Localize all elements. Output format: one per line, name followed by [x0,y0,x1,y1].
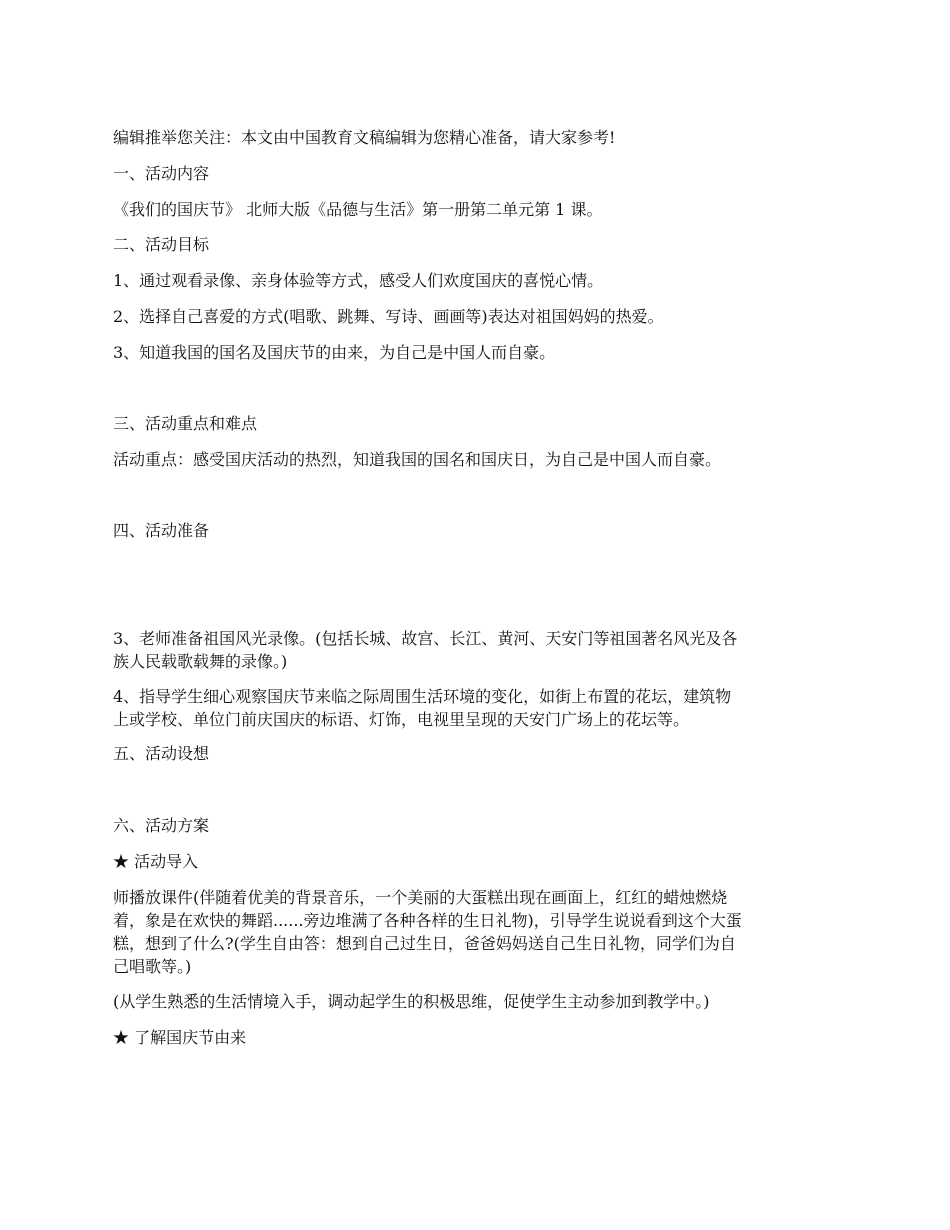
section-heading-content: 一、活动内容 [113,164,210,183]
plan-paragraph-1-line-2: 着，象是在欢快的舞蹈......旁边堆满了各种各样的生日礼物)，引导学生说说看到这个大蛋 [113,911,742,930]
goal-item-1: 1、通过观看录像、亲身体验等方式，感受人们欢度国庆的喜悦心情。 [113,271,604,290]
key-points-text: 活动重点：感受国庆活动的热烈，知道我国的国名和国庆日，为自己是中国人而自豪。 [113,450,722,469]
section-heading-plan: 六、活动方案 [113,816,210,835]
section-heading-goals: 二、活动目标 [113,235,210,254]
plan-paragraph-1-line-1: 师播放课件(伴随着优美的背景音乐，一个美丽的大蛋糕出现在画面上，红红的蜡烛燃烧 [113,888,728,907]
section-heading-key-points: 三、活动重点和难点 [113,414,258,433]
goal-item-3: 3、知道我国的国名及国庆节的由来，为自己是中国人而自豪。 [113,343,556,362]
subheading-intro-activity: ★ 活动导入 [113,852,199,871]
intro-text: 编辑推举您关注：本文由中国教育文稿编辑为您精心准备，请大家参考! [113,128,616,147]
preparation-item-3-line-1: 3、老师准备祖国风光录像。(包括长城、故宫、长江、黄河、天安门等祖国著名风光及各 [113,629,738,648]
preparation-item-4-line-2: 上或学校、单位门前庆国庆的标语、灯饰，电视里呈现的天安门广场上的花坛等。 [113,710,690,729]
section-heading-preparation: 四、活动准备 [113,521,210,540]
section-text-content: 《我们的国庆节》 北师大版《品德与生活》第一册第二单元第 1 课。 [113,200,603,219]
subheading-national-day-origin: ★ 了解国庆节由来 [113,1028,247,1047]
preparation-item-4-line-1: 4、指导学生细心观察国庆节来临之际周围生活环境的变化，如街上布置的花坛，建筑物 [113,687,732,706]
section-heading-concept: 五、活动设想 [113,744,210,763]
preparation-item-3-line-2: 族人民载歌载舞的录像。) [113,652,288,671]
plan-paragraph-1-line-3: 糕，想到了什么?(学生自由答：想到自己过生日，爸爸妈妈送自己生日礼物，同学们为自 [113,934,736,953]
goal-item-2: 2、选择自己喜爱的方式(唱歌、跳舞、写诗、画画等)表达对祖国妈妈的热爱。 [113,307,664,326]
plan-paragraph-1-line-4: 己唱歌等。) [113,957,192,976]
plan-paragraph-2: (从学生熟悉的生活情境入手，调动起学生的积极思维，促使学生主动参加到教学中。) [113,992,710,1011]
